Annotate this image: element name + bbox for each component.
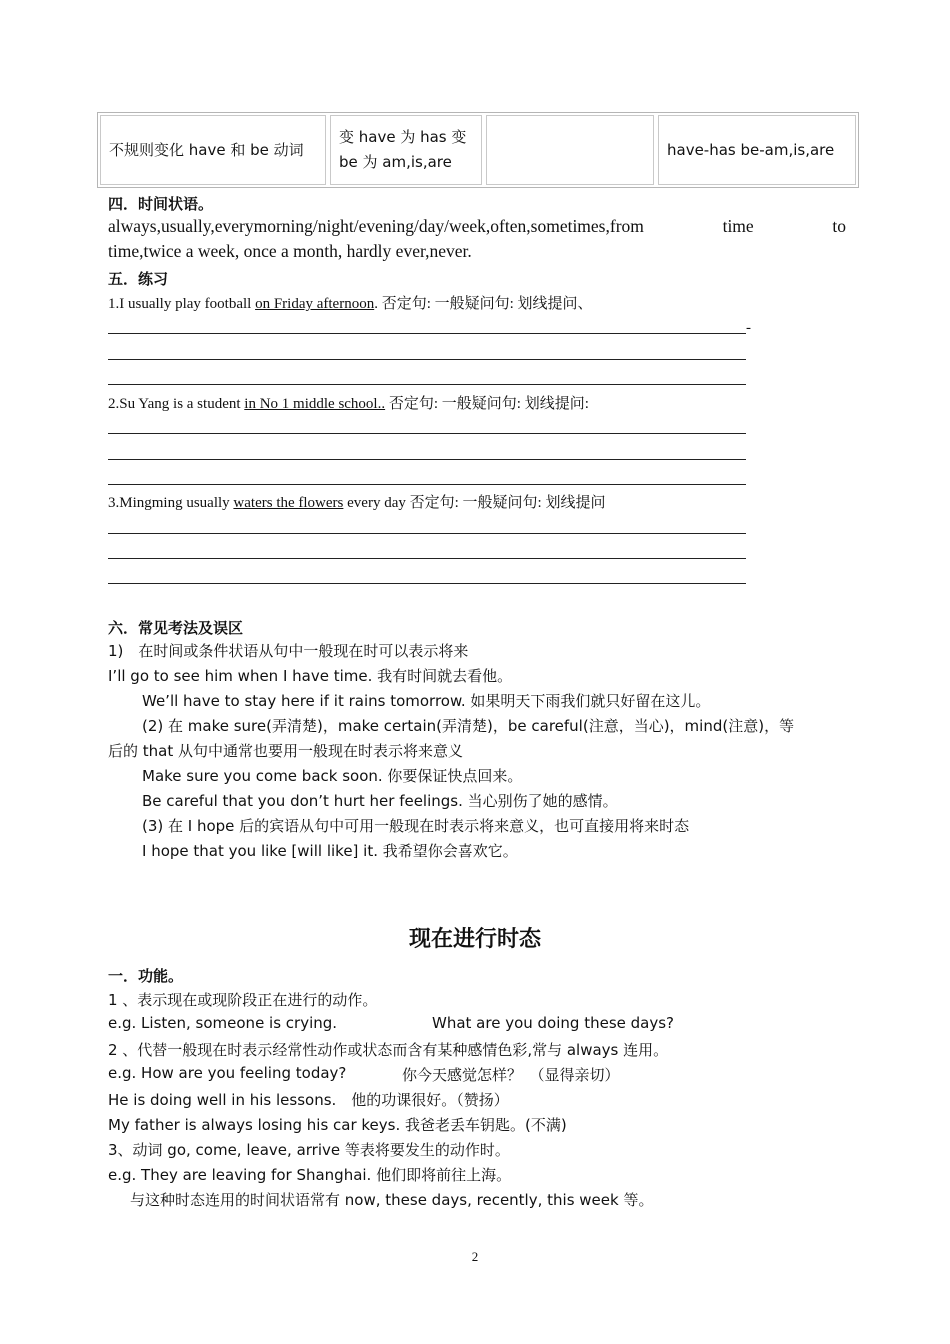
exercise-2-underlined: in No 1 middle school.. (244, 396, 386, 412)
progressive-line: 1 、表示现在或现阶段正在进行的动作。 (108, 991, 378, 1009)
exercise-3-underlined: waters the flowers (233, 495, 344, 511)
section6-example: I’ll go to see him when I have time. 我有时间就去看他。 (108, 667, 513, 685)
section6-example: We’ll have to stay here if it rains tomorrow. 如果明天下雨我们就只好留在这儿。 (142, 692, 711, 710)
progressive-example-translation: 你今天感觉怎样？ （显得亲切） (402, 1066, 620, 1084)
section4-line1-word: to (832, 216, 846, 236)
section4-heading: 四．时间状语。 (108, 195, 214, 213)
section6-example: Make sure you come back soon. 你要保证快点回来。 (142, 767, 523, 785)
exercise-2-instructions: 否定句: 一般疑问句: 划线提问: (385, 396, 589, 412)
answer-line (108, 484, 746, 485)
section4-line1-word: time (722, 216, 754, 236)
page-title: 现在进行时态 (408, 927, 541, 952)
section6-point-3: (3) 在 I hope 后的宾语从句中可用一般现在时表示将来意义，也可直接用将来时态 (142, 817, 690, 835)
page-number: 2 (471, 1249, 479, 1264)
exercise-1 (108, 292, 593, 313)
progressive-example: e.g. How are you feeling today? (108, 1064, 347, 1082)
exercise-3 (108, 491, 605, 512)
exercise-2-text: 2.Su Yang is a student (108, 396, 245, 412)
exercise-1-underlined: on Friday afternoon (255, 296, 375, 312)
answer-line (108, 558, 746, 559)
progressive-example: e.g. They are leaving for Shanghai. 他们即将前往上海。 (108, 1166, 512, 1184)
answer-line (108, 384, 746, 385)
progressive-line: 3、动词 go, come, leave, arrive 等表将要发生的动作时。 (108, 1141, 510, 1159)
exercise-1-text: 1.I usually play football (108, 296, 256, 312)
progressive-example: He is doing well in his lessons. 他的功课很好。（赞扬） (108, 1091, 509, 1109)
progressive-example: e.g. Listen, someone is crying. (108, 1014, 338, 1032)
section6-point-2-cont: 后的 that 从句中通常也要用一般现在时表示将来意义 (108, 742, 463, 760)
exercise-3-instructions: every day 否定句: 一般疑问句: 划线提问 (343, 495, 606, 511)
exercise-3-text: 3.Mingming usually (108, 495, 234, 511)
section6-example: I hope that you like [will like] it. 我希望你会喜欢它。 (142, 842, 518, 860)
progressive-heading: 一．功能。 (108, 967, 184, 985)
progressive-line: 与这种时态连用的时间状语常有 now, these days, recently, this week 等。 (130, 1191, 654, 1209)
section6-heading: 六．常见考法及误区 (108, 619, 244, 637)
section5-heading: 五．练习 (108, 270, 169, 288)
answer-line (108, 533, 746, 534)
section4-line2: time,twice a week, once a month, hardly ever,never. (108, 241, 472, 261)
section6-point-2: (2) 在 make sure(弄清楚)，make certain(弄清楚)，be careful(注意，当心)，mind(注意)，等 (142, 717, 795, 735)
progressive-example: My father is always losing his car keys. 我爸老丢车钥匙。(不满) (108, 1116, 567, 1134)
cell-text-line1: 变 have 为 has 变 (339, 128, 467, 146)
progressive-example: What are you doing these days? (432, 1014, 674, 1032)
exercise-2 (108, 392, 589, 413)
table-cell-change (330, 115, 482, 185)
progressive-line: 2 、代替一般现在时表示经常性动作或状态而含有某种感情色彩,常与 always 连用。 (108, 1041, 669, 1059)
cell-text: 不规则变化 have 和 be 动词 (109, 140, 304, 159)
answer-line (108, 359, 746, 360)
section6-example: Be careful that you don’t hurt her feelings. 当心别伤了她的感情。 (142, 792, 618, 810)
table-cell-rule (100, 115, 326, 185)
table-cell-empty (486, 115, 654, 185)
section6-point-1: 1) 在时间或条件状语从句中一般现在时可以表示将来 (108, 642, 469, 660)
table-cell-example (658, 115, 856, 185)
verb-table-row (97, 112, 859, 188)
answer-line (108, 333, 746, 334)
answer-line (108, 459, 746, 460)
answer-line (108, 583, 746, 584)
exercise-1-instructions: . 否定句: 一般疑问句: 划线提问、 (374, 296, 593, 312)
answer-line (108, 433, 746, 434)
answer-line-dash: - (746, 320, 751, 336)
cell-text: have-has be-am,is,are (667, 140, 835, 159)
cell-text-line2: be 为 am,is,are (339, 153, 452, 171)
section4-line1 (108, 216, 846, 237)
section4-line1-word: always,usually,everymorning/night/evening/day/week,often,sometimes,from (108, 216, 644, 236)
